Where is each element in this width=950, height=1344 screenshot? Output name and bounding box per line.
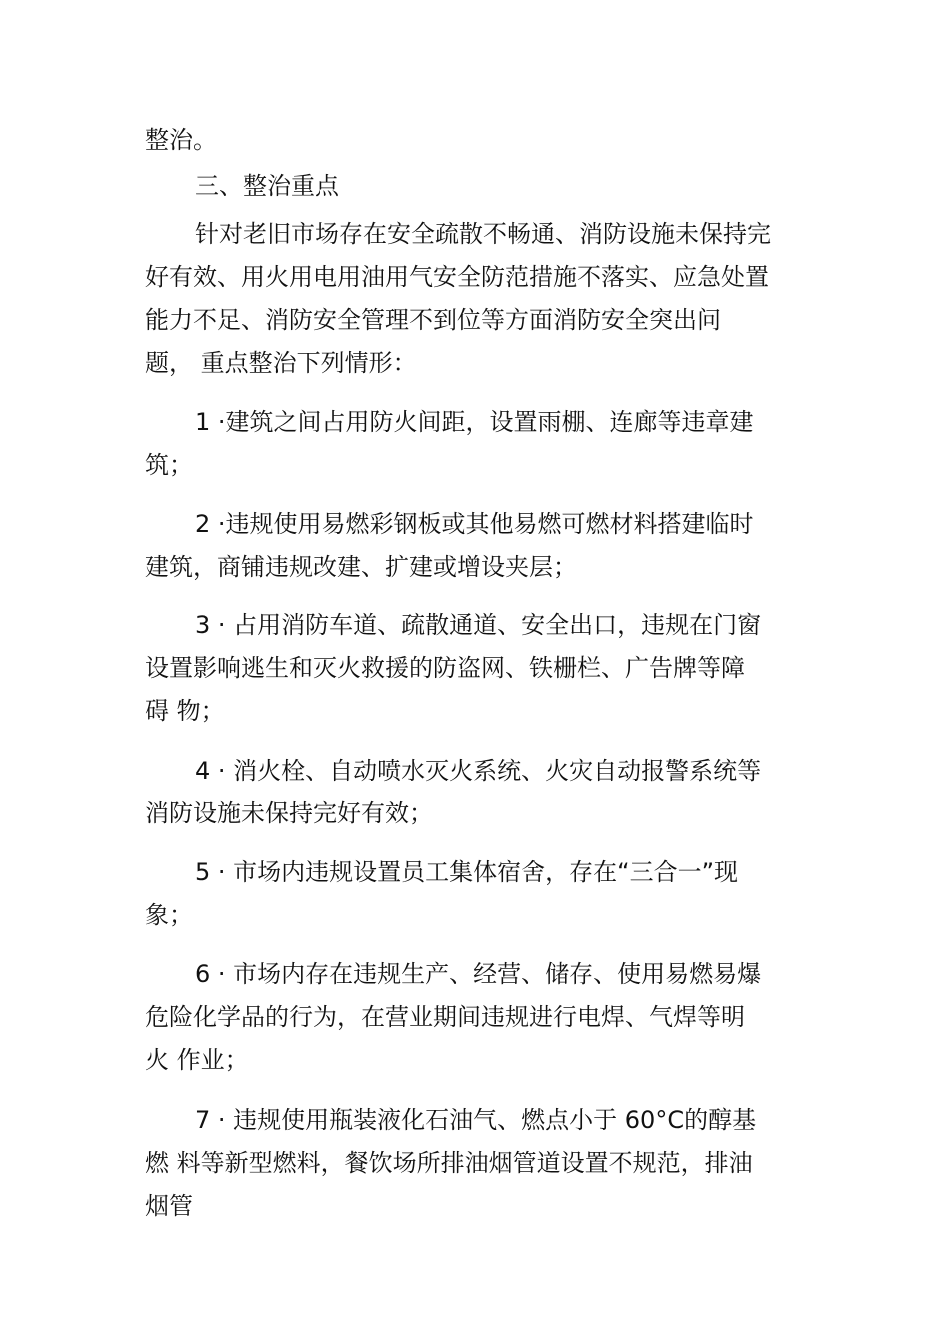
list-item-line: 2 ·违规使用易燃彩钢板或其他易燃可燃材料搭建临时 (195, 510, 754, 538)
intro-tail-text: 整治。 (145, 126, 217, 154)
list-item-line: 1 ·建筑之间占用防火间距，设置雨棚、连廊等违章建 (195, 408, 754, 436)
list-item-line: 6 · 市场内存在违规生产、经营、储存、使用易燃易爆 (195, 960, 762, 988)
list-item-line: 碍 物； (145, 697, 225, 725)
list-item-line: 建筑，商铺违规改建、扩建或增设夹层； (145, 553, 577, 581)
paragraph-line: 能力不足、消防安全管理不到位等方面消防安全突出问 (145, 306, 721, 334)
list-item-line: 5 · 市场内违规设置员工集体宿舍，存在“三合一”现 (195, 858, 739, 886)
list-item-line: 4 · 消火栓、自动喷水灭火系统、火灾自动报警系统等 (195, 757, 762, 785)
paragraph-line: 好有效、用火用电用油用气安全防范措施不落实、应急处置 (145, 263, 769, 291)
list-item-line: 危险化学品的行为，在营业期间违规进行电焊、气焊等明 (145, 1003, 745, 1031)
list-item-line: 燃 料等新型燃料，餐饮场所排油烟管道设置不规范，排油 (145, 1149, 753, 1177)
list-item-line: 7 · 违规使用瓶装液化石油气、燃点小于 60°C的醇基 (195, 1106, 757, 1134)
list-item-line: 火 作业； (145, 1046, 249, 1074)
paragraph-line: 针对老旧市场存在安全疏散不畅通、消防设施未保持完 (195, 220, 771, 248)
list-item-line: 烟管 (145, 1192, 193, 1220)
list-item-line: 筑； (145, 451, 193, 479)
list-item-line: 象； (145, 901, 193, 929)
paragraph-line: 题， 重点整治下列情形： (145, 349, 417, 377)
list-item-line: 3 · 占用消防车道、疏散通道、安全出口，违规在门窗 (195, 611, 762, 639)
section-heading: 三、整治重点 (195, 172, 339, 200)
list-item-line: 消防设施未保持完好有效； (145, 799, 433, 827)
list-item-line: 设置影响逃生和灭火救援的防盗网、铁栅栏、广告牌等障 (145, 654, 745, 682)
